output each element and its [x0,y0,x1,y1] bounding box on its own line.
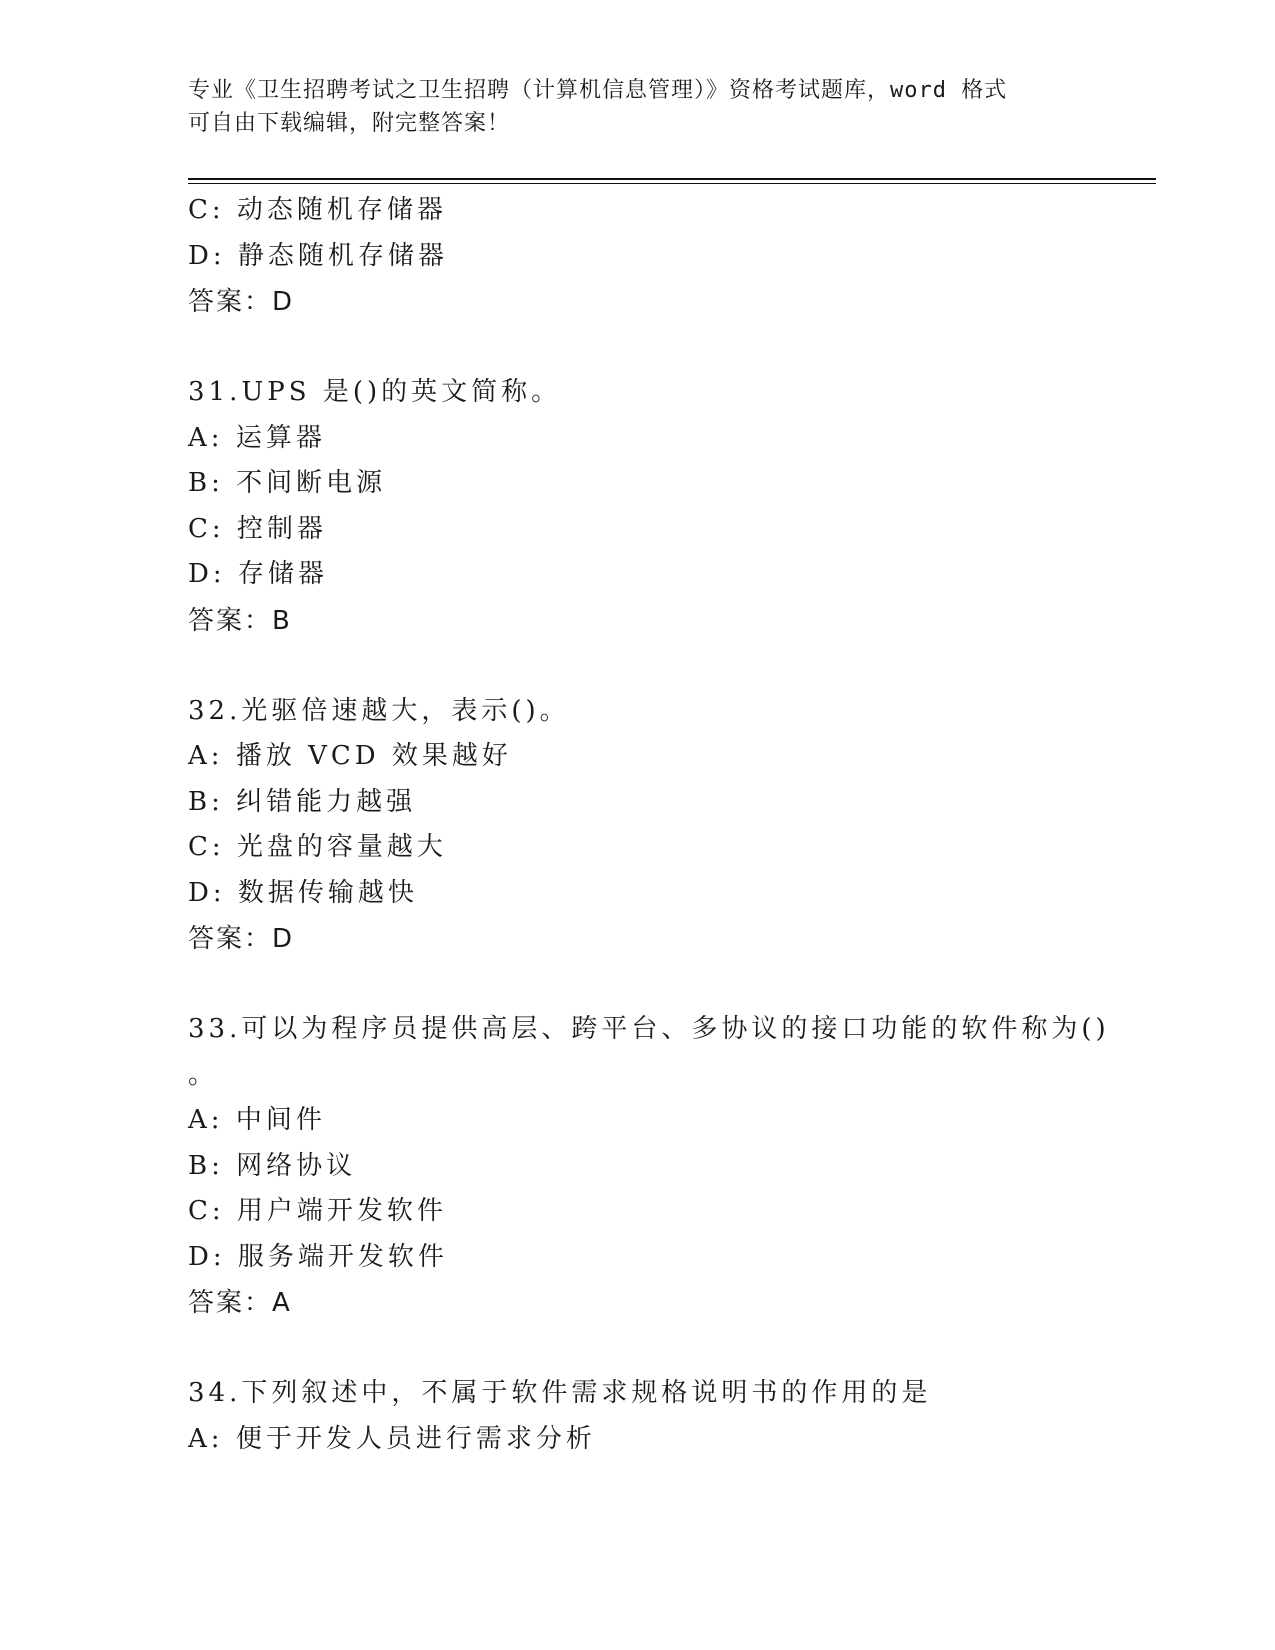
spacer [188,644,1088,689]
option-d: D: 数据传输越快 [188,877,418,908]
option-d: D: 存储器 [188,559,328,589]
option-a: A: 便于开发人员进行需求分析 [188,1423,596,1454]
option-a: A: 运算器 [188,422,326,453]
option-b: B: 纠错能力越强 [188,786,417,817]
question-34 [188,1371,1088,1462]
answer-line: 答案：D [188,924,295,954]
option-c: C: 用户端开发软件 [188,1196,447,1226]
question-stem: 33.可以为程序员提供高层、跨平台、多协议的接口功能的软件称为() [188,1014,1110,1044]
option-c: C: 控制器 [188,513,327,544]
option-d: D: 服务端开发软件 [188,1241,448,1272]
option-a: A: 播放 VCD 效果越好 [188,741,512,771]
question-fragment [188,188,1088,325]
option-c: C: 光盘的容量越大 [188,832,447,862]
option-b: B: 不间断电源 [188,468,387,498]
spacer [188,962,1088,1007]
spacer [188,1326,1088,1371]
question-33 [188,1007,1110,1326]
question-stem: 34.下列叙述中，不属于软件需求规格说明书的作用的是 [188,1378,932,1408]
header-line-2: 可自由下载编辑，附完整答案！ [188,111,511,136]
question-32 [188,689,1088,963]
question-stem-continuation: 。 [188,1059,219,1090]
option-b: B: 网络协议 [188,1150,357,1181]
spacer [188,325,1088,370]
document-header [188,74,1068,140]
question-stem: 31.UPS 是()的英文简称。 [188,377,562,407]
option-c: C: 动态随机存储器 [188,195,447,225]
header-divider-thick [188,178,1156,180]
option-a: A: 中间件 [188,1105,326,1135]
answer-line: 答案：A [188,1288,292,1318]
answer-line: 答案：B [188,605,292,636]
question-list [188,188,1110,1462]
answer-line: 答案：D [188,287,295,317]
header-divider-thin [188,183,1156,184]
option-d: D: 静态随机存储器 [188,240,448,271]
question-stem: 32.光驱倍速越大，表示()。 [188,695,570,726]
header-line-1: 专业《卫生招聘考试之卫生招聘（计算机信息管理）》资格考试题库，word 格式 [188,78,1008,103]
question-31 [188,370,1088,644]
